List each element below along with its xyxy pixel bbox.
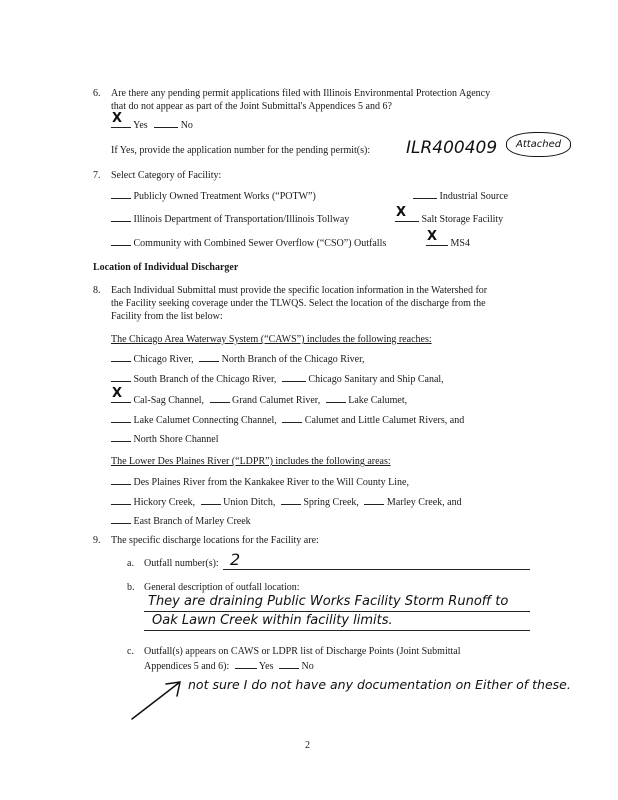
q9a-answer-line[interactable] [223, 569, 530, 570]
page-number: 2 [305, 740, 310, 751]
q7-potw-checkbox[interactable] [111, 189, 131, 199]
q7-option-idot[interactable] [111, 212, 349, 225]
q8-line1: Each Individual Submittal must provide the specific location information in the Watershed for [111, 285, 488, 296]
q7-potw-label: Publicly Owned Treatment Works (“POTW”) [133, 191, 316, 202]
q9c-yes-label: Yes [258, 661, 274, 672]
q8-line3: Facility from the list below: [111, 311, 223, 322]
caws-row-1 [111, 352, 365, 365]
q9c-yes-checkbox[interactable] [235, 659, 257, 669]
q9b-description-line1[interactable]: They are draining Public Works Facility Storm Runoff to [148, 594, 509, 609]
q7-salt-checkbox[interactable] [395, 205, 419, 222]
caws-north-branch-label: North Branch of the Chicago River, [221, 354, 365, 365]
q9c-handwritten-note: not sure I do not have any documentation on Either of these. [188, 677, 571, 692]
q6-permit-prompt: If Yes, provide the application number for the pending permit(s): [111, 145, 371, 156]
q6-no-label: No [180, 120, 193, 131]
q6-number: 6. [93, 88, 101, 99]
ldpr-row-2 [111, 495, 462, 508]
ldpr-union-ditch-checkbox[interactable] [201, 495, 221, 505]
caws-cal-sag-label: Cal-Sag Channel, [133, 395, 205, 406]
q7-option-ms4[interactable] [426, 229, 470, 249]
q7-industrial-checkbox[interactable] [413, 189, 437, 199]
q6-yes-label: Yes [133, 120, 148, 131]
q7-industrial-label: Industrial Source [439, 191, 509, 202]
q9c-line2 [144, 659, 314, 672]
q9b-letter: b. [127, 582, 135, 593]
caws-north-shore-checkbox[interactable] [111, 432, 131, 442]
q7-option-potw[interactable] [111, 189, 316, 202]
caws-row-4 [111, 413, 464, 426]
caws-south-branch-checkbox[interactable] [111, 372, 131, 382]
q9c-no-checkbox[interactable] [279, 659, 299, 669]
q9b-answer-line-1 [144, 611, 530, 612]
check-mark-icon: X [112, 111, 123, 126]
ldpr-east-branch-label: East Branch of Marley Creek [133, 516, 251, 527]
q7-option-cso[interactable] [111, 236, 386, 249]
q7-cso-checkbox[interactable] [111, 236, 131, 246]
check-mark-icon: X [427, 229, 438, 244]
caws-connecting-channel-label: Lake Calumet Connecting Channel, [133, 415, 277, 426]
q7-idot-checkbox[interactable] [111, 212, 131, 222]
ldpr-spring-creek-label: Spring Creek, [303, 497, 359, 508]
q7-number: 7. [93, 170, 101, 181]
caws-north-branch-checkbox[interactable] [199, 352, 219, 362]
q6-permit-note: Attached [506, 132, 571, 157]
q9b-label: General description of outfall location: [144, 582, 300, 593]
ldpr-hickory-creek-label: Hickory Creek, [133, 497, 196, 508]
q6-no-checkbox[interactable] [154, 118, 178, 128]
q7-option-industrial[interactable] [413, 189, 508, 202]
caws-chicago-river-label: Chicago River, [133, 354, 194, 365]
ldpr-union-ditch-label: Union Ditch, [223, 497, 276, 508]
q6-yes-option[interactable] [111, 111, 193, 131]
ldpr-heading: The Lower Des Plaines River (“LDPR”) includes the following areas: [111, 456, 391, 467]
q9b-answer-line-2 [144, 630, 530, 631]
caws-sanitary-canal-label: Chicago Sanitary and Ship Canal, [308, 374, 444, 385]
caws-cal-sag-checkbox[interactable] [111, 386, 131, 403]
caws-little-calumet-checkbox[interactable] [282, 413, 302, 423]
caws-grand-calumet-checkbox[interactable] [210, 393, 230, 403]
q8-line2: the Facility seeking coverage under the TLWQS. Select the location of the discharge from the [111, 298, 486, 309]
ldpr-row-1 [111, 475, 409, 488]
caws-sanitary-canal-checkbox[interactable] [282, 372, 306, 382]
q7-cso-label: Community with Combined Sewer Overflow (“CSO”) Outfalls [133, 238, 387, 249]
q7-option-salt[interactable] [395, 205, 504, 225]
q9-title: The specific discharge locations for the Facility are: [111, 535, 319, 546]
section-heading: Location of Individual Discharger [93, 262, 239, 273]
caws-grand-calumet-label: Grand Calumet River, [232, 395, 321, 406]
ldpr-des-plaines-label: Des Plaines River from the Kankakee River to the Will County Line, [133, 477, 409, 488]
q7-idot-label: Illinois Department of Transportation/Illinois Tollway [133, 214, 350, 225]
q9b-description-line2[interactable]: Oak Lawn Creek within facility limits. [152, 613, 393, 628]
caws-north-shore-label: North Shore Channel [133, 434, 219, 445]
caws-connecting-channel-checkbox[interactable] [111, 413, 131, 423]
caws-lake-calumet-checkbox[interactable] [326, 393, 346, 403]
caws-south-branch-label: South Branch of the Chicago River, [133, 374, 277, 385]
q8-number: 8. [93, 285, 101, 296]
ldpr-hickory-creek-checkbox[interactable] [111, 495, 131, 505]
ldpr-row-3 [111, 514, 251, 527]
q7-ms4-label: MS4 [450, 238, 470, 249]
caws-heading: The Chicago Area Waterway System (“CAWS”) includes the following reaches: [111, 334, 432, 345]
q9c-line1: Outfall(s) appears on CAWS or LDPR list of Discharge Points (Joint Submittal [144, 646, 461, 657]
q9-number: 9. [93, 535, 101, 546]
ldpr-spring-creek-checkbox[interactable] [281, 495, 301, 505]
caws-chicago-river-checkbox[interactable] [111, 352, 131, 362]
caws-row-2 [111, 372, 444, 385]
q9a-outfall-value[interactable]: 2 [230, 550, 241, 569]
q9a-label: Outfall number(s): [144, 558, 219, 569]
q6-question-line2: that do not appear as part of the Joint Submittal's Appendices 5 and 6? [111, 101, 392, 112]
check-mark-icon: X [396, 205, 407, 220]
q9c-letter: c. [127, 646, 134, 657]
q9c-no-label: No [301, 661, 314, 672]
caws-row-5 [111, 432, 219, 445]
ldpr-east-branch-checkbox[interactable] [111, 514, 131, 524]
check-mark-icon: X [112, 386, 123, 401]
q7-ms4-checkbox[interactable] [426, 229, 448, 246]
ldpr-marley-creek-checkbox[interactable] [364, 495, 384, 505]
q6-yes-checkbox[interactable] [111, 111, 131, 128]
caws-row-3 [111, 386, 408, 406]
caws-little-calumet-label: Calumet and Little Calumet Rivers, and [304, 415, 465, 426]
caws-lake-calumet-label: Lake Calumet, [348, 395, 408, 406]
ldpr-marley-creek-label: Marley Creek, and [386, 497, 462, 508]
q9c-appendices-label: Appendices 5 and 6): [144, 661, 230, 672]
q6-question-line1: Are there any pending permit applications filed with Illinois Environmental Protection Agency [111, 88, 491, 99]
q7-salt-label: Salt Storage Facility [421, 214, 504, 225]
q9a-letter: a. [127, 558, 134, 569]
q6-permit-number[interactable]: ILR400409 [406, 138, 498, 158]
ldpr-des-plaines-checkbox[interactable] [111, 475, 131, 485]
q7-title: Select Category of Facility: [111, 170, 222, 181]
